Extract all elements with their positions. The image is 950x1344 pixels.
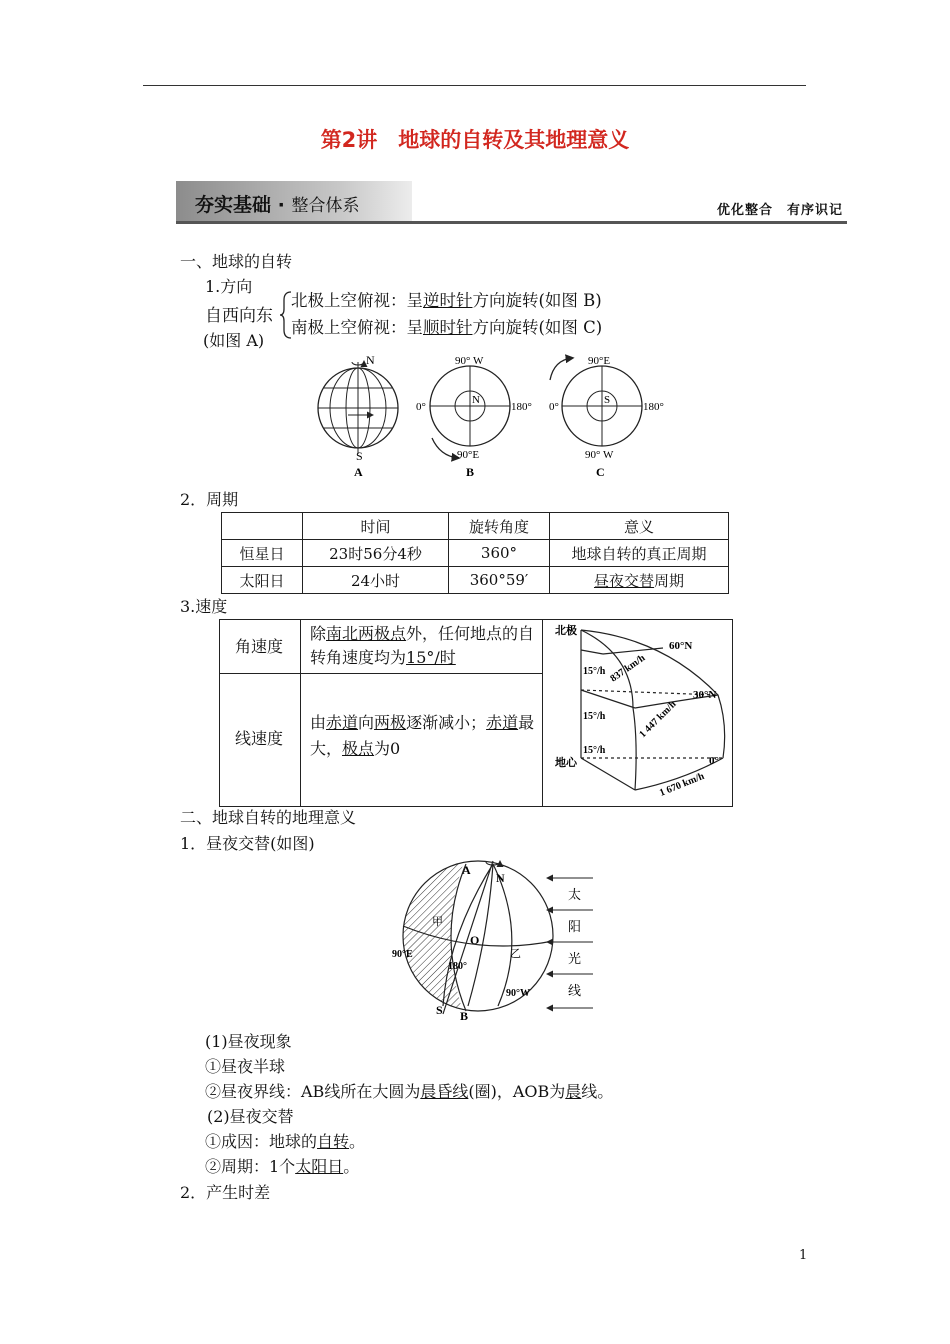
p6-key: 太阳日 xyxy=(295,1157,344,1176)
fig-180: 180° xyxy=(448,961,467,972)
figa-s: S xyxy=(356,449,363,463)
p6-pre: ②周期：1个 xyxy=(205,1157,296,1176)
lin-mid2: 逐渐减小； xyxy=(406,713,487,732)
lin-mid3: 最大， xyxy=(310,713,535,758)
north-post: 方向旋转(如图 B) xyxy=(472,291,602,310)
sun-label-3: 光 xyxy=(568,951,582,966)
south-pre: 南极上空俯视：呈 xyxy=(291,318,423,337)
speed-row-divider xyxy=(220,673,542,674)
table-row xyxy=(222,513,729,540)
linear-speed-diagram xyxy=(543,620,731,806)
figb-center: N xyxy=(472,394,480,406)
speed-col-divider xyxy=(300,620,301,806)
table-cell: 恒星日 xyxy=(222,540,303,567)
direction-west-east: 自西向东 xyxy=(205,306,273,326)
banner-sub-text: 整合体系 xyxy=(291,196,360,216)
day-night-figure xyxy=(388,856,603,1024)
period-table xyxy=(221,512,729,594)
p3-key1: 晨昏线 xyxy=(420,1082,469,1101)
lin-key2: 两极 xyxy=(374,713,407,732)
table-cell: 太阳日 xyxy=(222,567,303,594)
figc-bottom: 90° W xyxy=(585,449,614,461)
section1-heading: 一、地球的自转 xyxy=(180,252,293,271)
p3-pre: ②昼夜界线：AB线所在大圆为 xyxy=(205,1082,421,1101)
banner-dot: · xyxy=(277,194,285,216)
p5-post: 。 xyxy=(349,1132,366,1151)
south-post: 方向旋转(如图 C) xyxy=(472,318,603,337)
p6-post: 。 xyxy=(343,1157,360,1176)
south-key: 顺时针 xyxy=(423,318,473,337)
lin-post: 为0 xyxy=(374,739,401,758)
direction-figa-ref: (如图 A) xyxy=(203,331,265,350)
lin-key1: 赤道 xyxy=(326,713,359,732)
para-5 xyxy=(205,1129,365,1152)
section2-heading: 二、地球自转的地理意义 xyxy=(180,808,357,827)
north-key: 逆时针 xyxy=(423,291,473,310)
fig-yi: 乙 xyxy=(510,948,521,960)
para-4: (2)昼夜交替 xyxy=(207,1107,294,1126)
diag-w1: 15°/h xyxy=(583,666,606,677)
table-cell: 地球自转的真正周期 xyxy=(550,540,729,567)
p5-pre: ①成因：地球的 xyxy=(205,1132,318,1151)
para-2: ①昼夜半球 xyxy=(205,1057,286,1076)
fig-o: O xyxy=(470,933,480,947)
speed-label: 3.速度 xyxy=(180,597,228,616)
table-cell: 24小时 xyxy=(303,567,449,594)
diag-north-pole: 北极 xyxy=(555,625,577,637)
lin-key3: 赤道 xyxy=(486,713,519,732)
p3-key2: 晨 xyxy=(565,1082,582,1101)
lin-mid1: 向 xyxy=(358,713,375,732)
diag-lat0: 0° xyxy=(709,755,719,767)
header-rule xyxy=(143,85,806,86)
banner-title xyxy=(195,190,359,217)
p5-key: 自转 xyxy=(317,1132,350,1151)
fig-s: S xyxy=(436,1003,443,1017)
banner-right-text: 优化整合 有序识记 xyxy=(716,203,843,218)
ang-key1: 南北两极点 xyxy=(326,624,407,643)
figure-b-north-view xyxy=(416,355,532,479)
linear-speed-label: 线速度 xyxy=(235,729,284,748)
ang-key2: 15°/时 xyxy=(406,648,456,667)
fig-e90: 90°E xyxy=(392,949,413,960)
figc-left: 0° xyxy=(549,401,559,413)
table-cell: 360°59′ xyxy=(449,567,550,594)
table-row xyxy=(222,540,729,567)
diag-w2: 15°/h xyxy=(583,711,606,722)
figure-a-globe xyxy=(318,353,398,479)
fig-jia: 甲 xyxy=(432,916,443,928)
diag-w3: 15°/h xyxy=(583,745,606,756)
figb-caption: B xyxy=(466,465,475,479)
figb-bottom: 90°E xyxy=(457,449,480,461)
para-3 xyxy=(205,1079,613,1102)
table-header-cell: 意义 xyxy=(550,513,729,540)
figc-top: 90°E xyxy=(588,355,611,367)
p3-mid: (圈)，AOB为 xyxy=(468,1082,566,1101)
diag-v30: 1 447 km/h xyxy=(637,698,679,741)
section2-sub1: 1．昼夜交替(如图) xyxy=(180,834,315,853)
figb-left: 0° xyxy=(416,401,426,413)
angular-speed-text xyxy=(310,622,538,670)
meaning-key: 昼夜交替 xyxy=(593,571,654,590)
table-cell: 23时56分4秒 xyxy=(303,540,449,567)
ang-pre: 除 xyxy=(310,624,327,643)
fig-a: A xyxy=(462,863,471,877)
diag-center: 地心 xyxy=(555,757,577,769)
fig-n: N xyxy=(496,871,505,885)
direction-south-line xyxy=(291,314,602,338)
direction-north-line xyxy=(291,287,602,311)
page-number: 1 xyxy=(799,1248,808,1263)
sun-label-2: 阳 xyxy=(568,919,582,934)
sun-label-1: 太 xyxy=(568,887,582,902)
table-row xyxy=(222,567,729,594)
direction-label: 1.方向 xyxy=(205,277,253,296)
diag-lat30: 30°N xyxy=(693,689,717,701)
speed-table xyxy=(219,619,733,807)
diag-lat60: 60°N xyxy=(669,640,693,652)
figb-right: 180° xyxy=(511,401,532,413)
figb-top: 90° W xyxy=(455,355,484,367)
diag-v60: 837 km/h xyxy=(608,652,648,685)
lin-pre: 由 xyxy=(310,713,327,732)
figa-caption: A xyxy=(354,465,363,479)
period-label: 2．周期 xyxy=(180,490,239,509)
table-header-cell xyxy=(222,513,303,540)
section2-sub2: 2．产生时差 xyxy=(180,1183,271,1202)
para-6 xyxy=(205,1154,359,1177)
section-banner xyxy=(176,181,847,224)
linear-speed-text xyxy=(310,710,538,762)
p3-post: 线。 xyxy=(581,1082,614,1101)
meaning-post: 周期 xyxy=(654,571,685,590)
banner-main-text: 夯实基础 xyxy=(195,194,272,216)
table-cell: 360° xyxy=(449,540,550,567)
figc-center: S xyxy=(604,394,611,406)
figure-c-south-view xyxy=(549,355,664,479)
sun-label-4: 线 xyxy=(568,983,582,998)
para-1: (1)昼夜现象 xyxy=(205,1032,292,1051)
rotation-figures xyxy=(300,350,680,482)
table-cell xyxy=(550,567,729,594)
ang-mid: 外，任何地点的自转角速度均为 xyxy=(310,624,535,667)
north-pre: 北极上空俯视：呈 xyxy=(291,291,423,310)
page-title: 第2讲 地球的自转及其地理意义 xyxy=(320,128,630,152)
table-header-cell: 旋转角度 xyxy=(449,513,550,540)
angular-speed-label: 角速度 xyxy=(235,637,284,656)
fig-b: B xyxy=(460,1009,469,1023)
table-header-cell: 时间 xyxy=(303,513,449,540)
diag-v0: 1 670 km/h xyxy=(658,770,706,799)
figc-right: 180° xyxy=(643,401,664,413)
lin-key4: 极点 xyxy=(342,739,375,758)
figa-n: N xyxy=(366,353,375,367)
figc-caption: C xyxy=(596,465,605,479)
fig-w90: 90°W xyxy=(506,988,530,999)
